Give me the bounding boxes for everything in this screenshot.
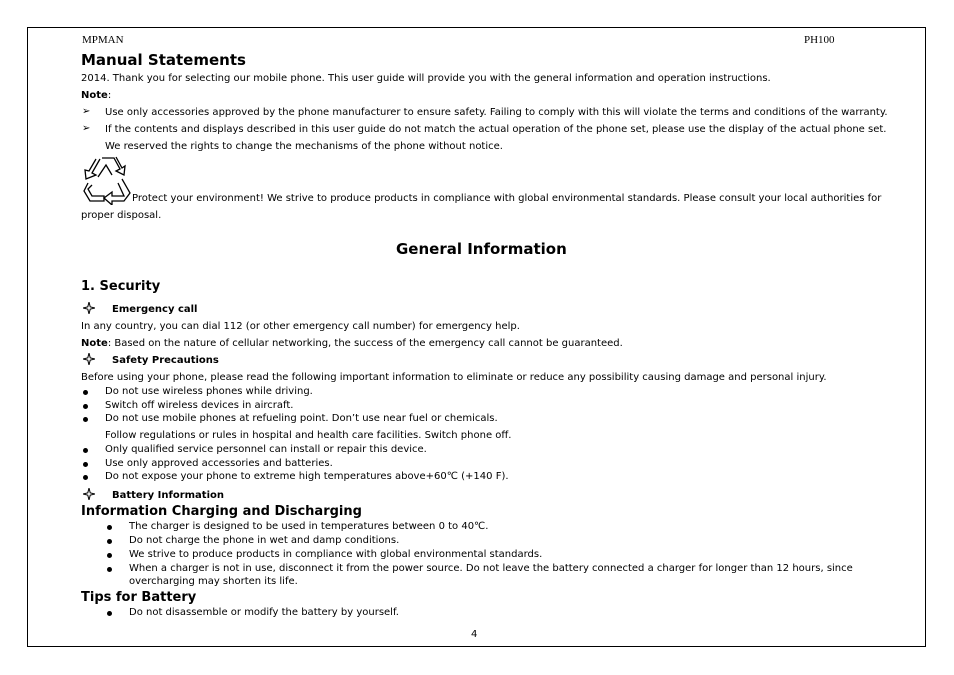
page-number: 4: [471, 629, 478, 640]
charging-item: Do not charge the phone in wet and damp conditions.: [129, 535, 400, 546]
bullet-icon: [83, 417, 88, 422]
four-point-star-icon: [83, 488, 95, 500]
section-security-heading: 1. Security: [81, 279, 161, 294]
safety-item: Do not use wireless phones while driving.: [105, 386, 313, 397]
safety-item: Use only approved accessories and batteries.: [105, 458, 333, 469]
emergency-note-text: : Based on the nature of cellular networking, the success of the emergency call cannot be guaranteed.: [107, 338, 623, 349]
charging-heading: Information Charging and Discharging: [81, 504, 362, 519]
charging-item: We strive to produce products in compliance with global environmental standards.: [129, 549, 543, 560]
emergency-call-heading: Emergency call: [112, 304, 198, 315]
bullet-icon: [107, 525, 112, 530]
note-colon: :: [107, 90, 112, 101]
safety-item: Only qualified service personnel can install or repair this device.: [105, 444, 427, 455]
charging-item: When a charger is not in use, disconnect it from the power source. Do not leave the battery connected a charger for longer than 12 hours, since: [129, 563, 853, 574]
charging-item: The charger is designed to be used in temperatures between 0 to 40℃.: [129, 521, 489, 532]
safety-precautions-heading: Safety Precautions: [112, 355, 219, 366]
safety-item: Do not use mobile phones at refueling point. Don’t use near fuel or chemicals.: [105, 413, 498, 424]
charging-item-continuation: overcharging may shorten its life.: [129, 576, 298, 587]
bullet-icon: [107, 553, 112, 558]
tips-item: Do not disassemble or modify the battery by yourself.: [129, 607, 399, 618]
manual-intro: 2014. Thank you for selecting our mobile phone. This user guide will provide you with the general information and operation instructions.: [81, 73, 771, 84]
safety-intro: Before using your phone, please read the following important information to eliminate or reduce any possibility causing damage and personal injury.: [81, 372, 827, 383]
four-point-star-icon: [83, 302, 95, 314]
note-item: If the contents and displays described in this user guide do not match the actual operation of the phone set, please use the display of the actual phone set.: [105, 124, 887, 135]
bullet-icon: [107, 611, 112, 616]
emergency-note-label: Note: [81, 338, 108, 349]
four-point-star-icon: [83, 353, 95, 365]
safety-item: Switch off wireless devices in aircraft.: [105, 400, 294, 411]
general-title: General Information: [396, 240, 567, 258]
environment-text-line2: proper disposal.: [81, 210, 162, 221]
header-model: PH100: [804, 34, 835, 46]
safety-item: Do not expose your phone to extreme high temperatures above+60℃ (+140 F).: [105, 471, 509, 482]
recycle-icon: [82, 155, 134, 205]
safety-item-continuation: Follow regulations or rules in hospital and health care facilities. Switch phone off.: [105, 430, 512, 441]
note-item: Use only accessories approved by the phone manufacturer to ensure safety. Failing to comply with this will violate the terms and conditions of the warranty.: [105, 107, 888, 118]
bullet-icon: [83, 390, 88, 395]
bullet-icon: [83, 404, 88, 409]
arrow-bullet-icon: ➢: [82, 123, 91, 134]
manual-title: Manual Statements: [81, 51, 246, 69]
bullet-icon: [83, 462, 88, 467]
note-item-continuation: We reserved the rights to change the mechanisms of the phone without notice.: [105, 141, 503, 152]
note-label: Note: [81, 90, 108, 101]
bullet-icon: [83, 448, 88, 453]
bullet-icon: [107, 567, 112, 572]
emergency-call-text: In any country, you can dial 112 (or other emergency call number) for emergency help.: [81, 321, 520, 332]
bullet-icon: [83, 475, 88, 480]
environment-text-line1: Protect your environment! We strive to produce products in compliance with global environmental standards. Please consult your local authorities for: [132, 193, 882, 204]
emergency-note: [81, 338, 623, 349]
battery-information-heading: Battery Information: [112, 490, 225, 501]
header-brand: MPMAN: [82, 34, 124, 46]
tips-heading: Tips for Battery: [81, 590, 197, 605]
note-heading: [81, 90, 111, 101]
arrow-bullet-icon: ➢: [82, 106, 91, 117]
bullet-icon: [107, 539, 112, 544]
